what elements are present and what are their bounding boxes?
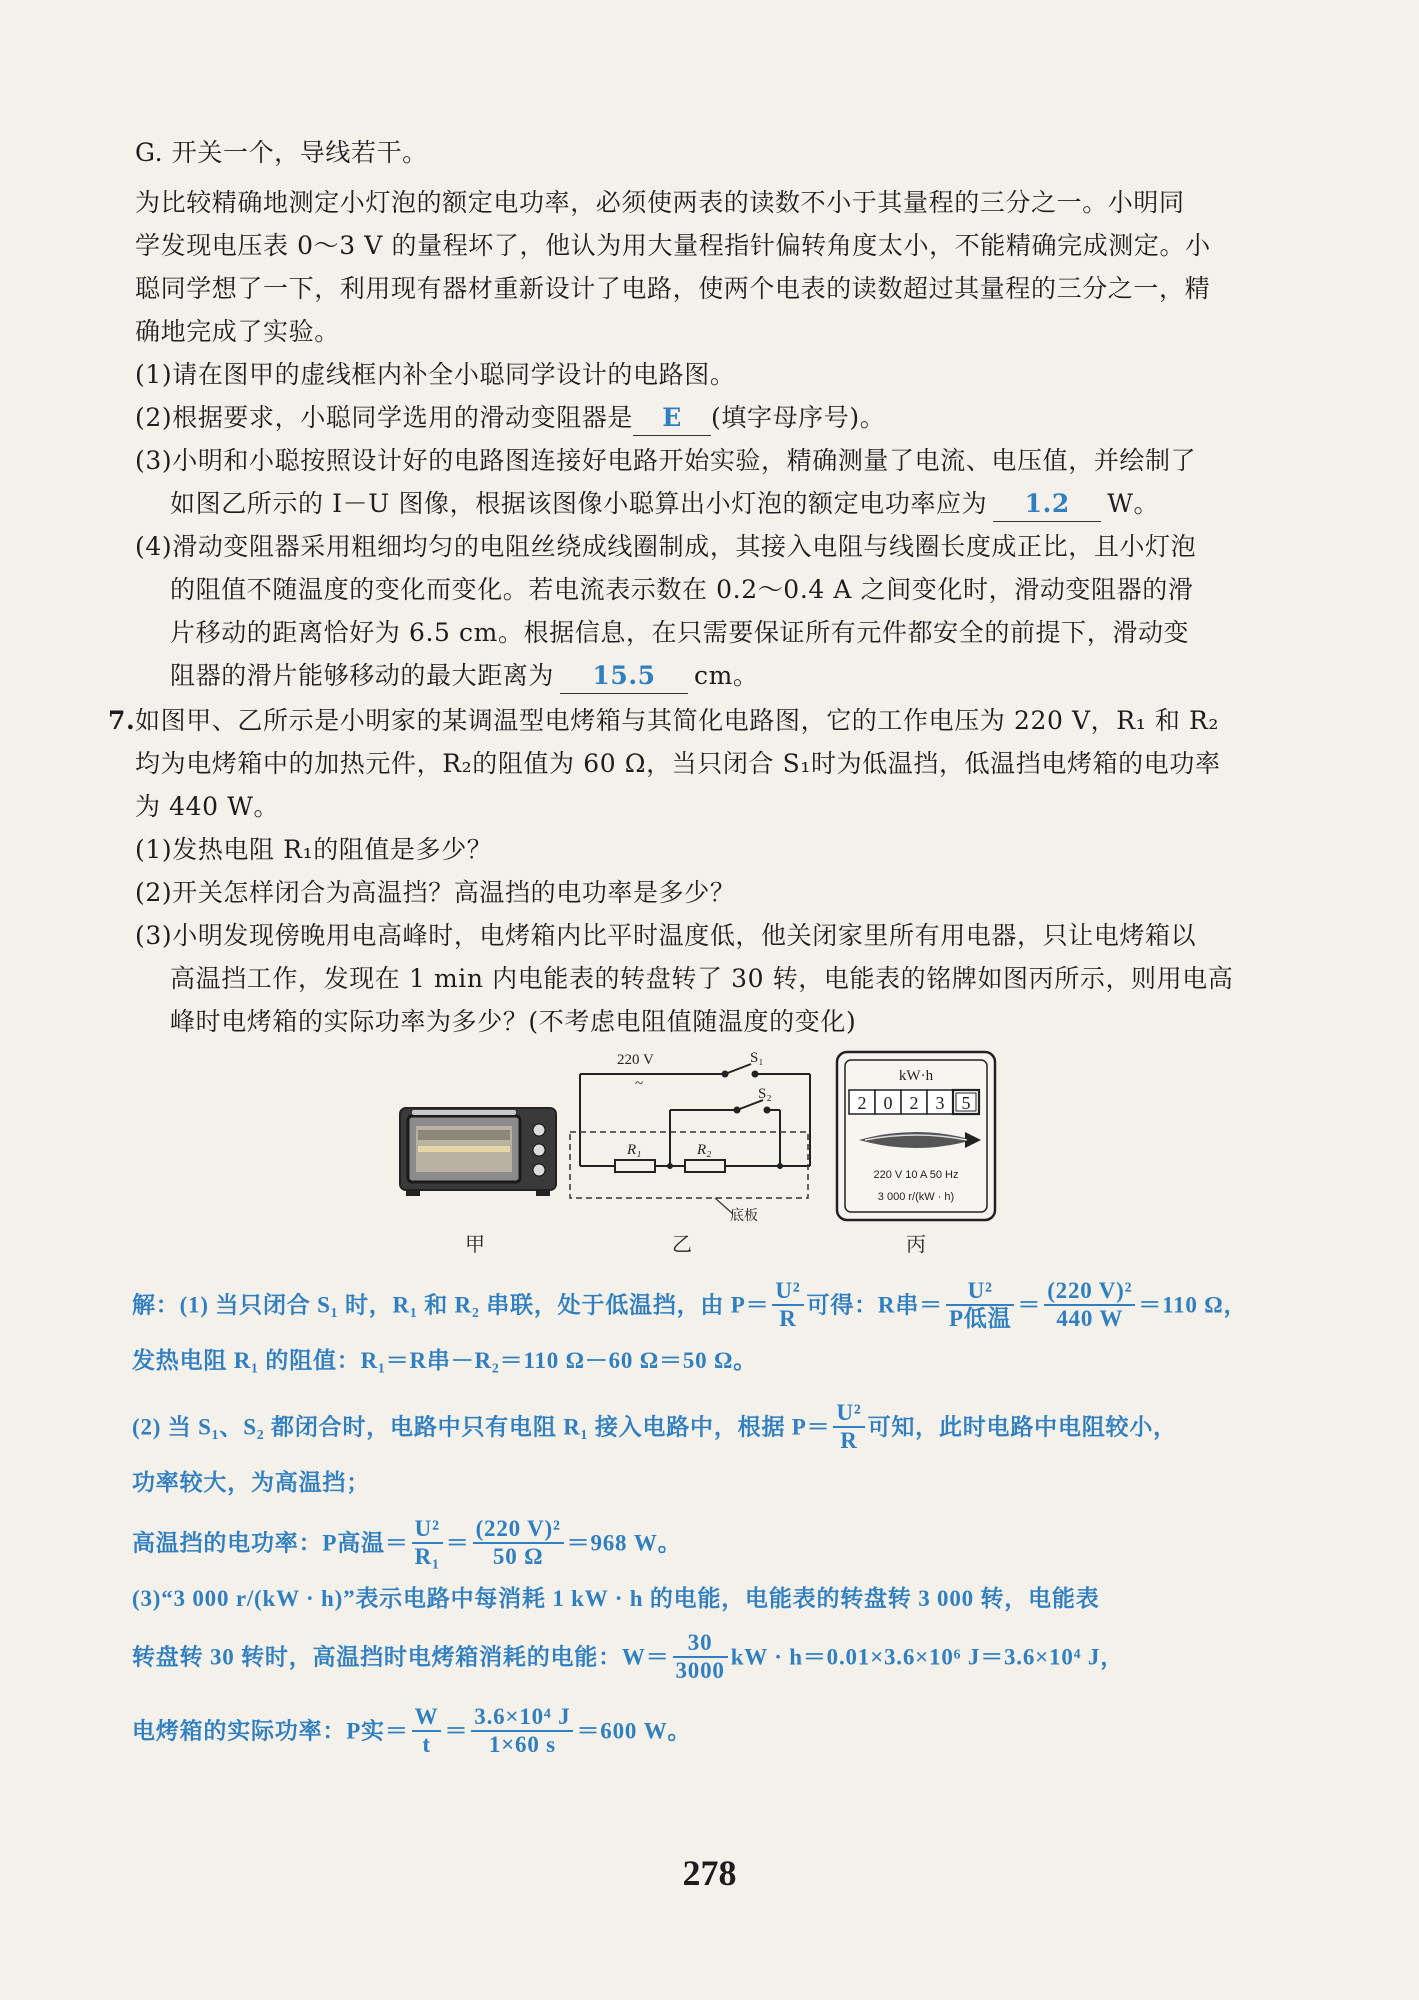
p7-q3-line1: (3)小明发现傍晚用电高峰时，电烤箱内比平时温度低，他关闭家里所有用电器，只让电烤箱以 xyxy=(135,921,1197,950)
p6-q4-line3: 片移动的距离恰好为 6.5 cm。根据信息，在只需要保证所有元件都安全的前提下，滑动变 xyxy=(170,618,1190,647)
sol-l1-d: ＝110 Ω， xyxy=(1138,1292,1248,1318)
p6-q3-text: 如图乙所示的 I－U 图像，根据该图像小聪算出小灯泡的额定电功率应为 xyxy=(170,489,988,518)
fraction-den: R xyxy=(840,1428,858,1453)
p6-q4-answer: 15.5 xyxy=(560,659,688,694)
fraction xyxy=(471,1704,573,1758)
p6-q2-after: (填字母序号)。 xyxy=(711,403,886,432)
p6-q4-line2: 的阻值不随温度的变化而变化。若电流表示数在 0.2～0.4 A 之间变化时，滑动变阻器的滑 xyxy=(170,575,1194,604)
sol-l5-a: 高温挡的电功率：P高温＝ xyxy=(132,1530,409,1556)
meter-digit: 0 xyxy=(883,1093,893,1113)
solution-line-8 xyxy=(132,1706,691,1760)
fraction-den: 3000 xyxy=(675,1658,725,1683)
ac-symbol: ~ xyxy=(635,1076,644,1092)
p6-q2-answer: E xyxy=(633,401,711,436)
p7-stem-2: 均为电烤箱中的加热元件，R₂的阻值为 60 Ω，当只闭合 S₁时为低温挡，低温挡电烤箱的电功率 xyxy=(135,749,1221,778)
fraction xyxy=(473,1516,564,1570)
fraction-num: 30 xyxy=(673,1630,728,1658)
fraction-den: t xyxy=(422,1732,431,1757)
caption-a: 甲 xyxy=(465,1232,485,1256)
p6-q3-line1: (3)小明和小聪按照设计好的电路图连接好电路开始实验，精确测量了电流、电压值，并绘制了 xyxy=(135,446,1197,475)
p6-intro-1: 为比较精确地测定小灯泡的额定电功率，必须使两表的读数不小于其量程的三分之一。小明同 xyxy=(135,188,1185,217)
item-g: G. 开关一个，导线若干。 xyxy=(135,138,428,167)
fraction-den: 50 Ω xyxy=(492,1544,544,1569)
p6-q4-line1: (4)滑动变阻器采用粗细均匀的电阻丝绕成线圈制成，其接入电阻与线圈长度成正比，且小灯泡 xyxy=(135,532,1197,561)
fraction xyxy=(946,1278,1014,1332)
solution-line-7 xyxy=(132,1632,1124,1686)
p6-q2 xyxy=(135,401,885,436)
energy-meter xyxy=(835,1050,997,1222)
solution-line-2: 发热电阻 R₁ 的阻值：R₁＝R串－R₂＝110 Ω－60 Ω＝50 Ω。 xyxy=(132,1348,757,1373)
fraction-num: U² xyxy=(833,1400,864,1428)
p7-q2: (2)开关怎样闭合为高温挡？高温挡的电功率是多少？ xyxy=(135,878,736,907)
circuit-diagram xyxy=(565,1048,825,1228)
fraction xyxy=(412,1516,443,1570)
resistor-r2 xyxy=(685,1160,725,1172)
switch-s2-label: S₂ xyxy=(758,1086,772,1102)
fraction-den: 440 W xyxy=(1056,1306,1124,1331)
p6-q3-after: W。 xyxy=(1107,489,1160,518)
fraction-num: W xyxy=(412,1704,442,1732)
fraction-num: (220 V)² xyxy=(1044,1278,1135,1306)
p6-q3-line2 xyxy=(170,487,1159,522)
fraction xyxy=(772,1278,803,1332)
fraction xyxy=(833,1400,864,1454)
meter-unit: kW·h xyxy=(898,1068,934,1084)
fraction xyxy=(1044,1278,1135,1332)
p7-q1: (1)发热电阻 R₁的阻值是多少？ xyxy=(135,835,493,864)
caption-c: 丙 xyxy=(906,1232,926,1256)
p7-q3-line3: 峰时电烤箱的实际功率为多少？(不考虑电阻值随温度的变化) xyxy=(170,1007,857,1036)
sol-l1-a: 解：(1) 当只闭合 S₁ 时，R₁ 和 R₂ 串联，处于低温挡，由 P＝ xyxy=(132,1292,770,1318)
solution-line-1 xyxy=(132,1280,1247,1334)
base-label: 底板 xyxy=(730,1208,758,1224)
fraction-num: U² xyxy=(946,1278,1014,1306)
meter-digit: 2 xyxy=(857,1093,867,1113)
fraction-num: U² xyxy=(412,1516,443,1544)
p7-stem-3: 为 440 W。 xyxy=(135,792,280,821)
fraction-den: 1×60 s xyxy=(488,1732,556,1757)
sol-l3-a: (2) 当 S₁、S₂ 都闭合时，电路中只有电阻 R₁ 接入电路中，根据 P＝ xyxy=(132,1414,831,1440)
sol-l1-b: 可得：R串＝ xyxy=(806,1292,943,1318)
fraction-den: R₁ xyxy=(414,1544,440,1569)
p7-q3-line2: 高温挡工作，发现在 1 min 内电能表的转盘转了 30 转，电能表的铭牌如图丙所示，则用电高 xyxy=(170,964,1234,993)
sol-l1-c: ＝ xyxy=(1017,1292,1042,1318)
p6-intro-3: 聪同学想了一下，利用现有器材重新设计了电路，使两个电表的读数超过其量程的三分之一，精 xyxy=(135,274,1211,303)
r2-label: R₂ xyxy=(697,1142,712,1158)
meter-digit: 3 xyxy=(935,1093,945,1113)
p6-q2-text: (2)根据要求，小聪同学选用的滑动变阻器是 xyxy=(135,403,634,432)
p6-q4-text: 阻器的滑片能够移动的最大距离为 xyxy=(170,661,555,690)
fraction-den: P低温 xyxy=(948,1306,1012,1331)
switch-s1-label: S₁ xyxy=(750,1050,764,1066)
sol-l5-c: ＝968 W。 xyxy=(566,1530,682,1556)
fraction-num: U² xyxy=(772,1278,803,1306)
fraction-num: (220 V)² xyxy=(473,1516,564,1544)
sol-l8-b: ＝ xyxy=(444,1718,469,1744)
toaster-oven-photo xyxy=(398,1102,560,1198)
sol-l7-b: kW · h＝0.01×3.6×10⁶ J＝3.6×10⁴ J， xyxy=(730,1644,1124,1670)
sol-l5-b: ＝ xyxy=(445,1530,470,1556)
fraction-den: R xyxy=(779,1306,797,1331)
resistor-r1 xyxy=(615,1160,655,1172)
page-number: 278 xyxy=(682,1853,737,1893)
sol-l8-c: ＝600 W。 xyxy=(576,1718,692,1744)
sol-l7-a: 转盘转 30 转时，高温挡时电烤箱消耗的电能：W＝ xyxy=(132,1644,670,1670)
meter-digit: 2 xyxy=(909,1093,919,1113)
meter-rating: 220 V 10 A 50 Hz xyxy=(873,1169,959,1181)
p7-number: 7. xyxy=(108,706,136,735)
p6-q4-line4 xyxy=(170,659,759,694)
p6-q4-after: cm。 xyxy=(694,661,759,690)
p6-intro-4: 确地完成了实验。 xyxy=(135,317,340,346)
meter-digit: 5 xyxy=(961,1093,971,1113)
fraction-num: 3.6×10⁴ J xyxy=(471,1704,573,1732)
p6-q1: (1)请在图甲的虚线框内补全小聪同学设计的电路图。 xyxy=(135,360,736,389)
fraction xyxy=(673,1630,728,1684)
solution-line-5 xyxy=(132,1518,682,1572)
p6-q3-answer: 1.2 xyxy=(993,487,1101,522)
p7-stem-1: 如图甲、乙所示是小明家的某调温型电烤箱与其简化电路图，它的工作电压为 220 V，R₁ 和 R₂ xyxy=(135,706,1220,735)
meter-constant: 3 000 r/(kW · h) xyxy=(877,1191,955,1203)
sol-l8-a: 电烤箱的实际功率：P实＝ xyxy=(132,1718,409,1744)
sol-l3-b: 可知，此时电路中电阻较小， xyxy=(867,1414,1177,1440)
p6-intro-2: 学发现电压表 0～3 V 的量程坏了，他认为用大量程指针偏转角度太小，不能精确完成测定。小 xyxy=(135,231,1211,260)
r1-label: R₁ xyxy=(627,1142,642,1158)
solution-line-4: 功率较大，为高温挡； xyxy=(132,1470,370,1495)
solution-line-3 xyxy=(132,1402,1177,1456)
caption-b: 乙 xyxy=(672,1232,692,1256)
solution-line-6: (3)“3 000 r/(kW · h)”表示电路中每消耗 1 kW · h 的电能，电能表的转盘转 3 000 转，电能表 xyxy=(132,1586,1100,1611)
voltage-label: 220 V xyxy=(617,1052,654,1068)
fraction xyxy=(412,1704,442,1758)
